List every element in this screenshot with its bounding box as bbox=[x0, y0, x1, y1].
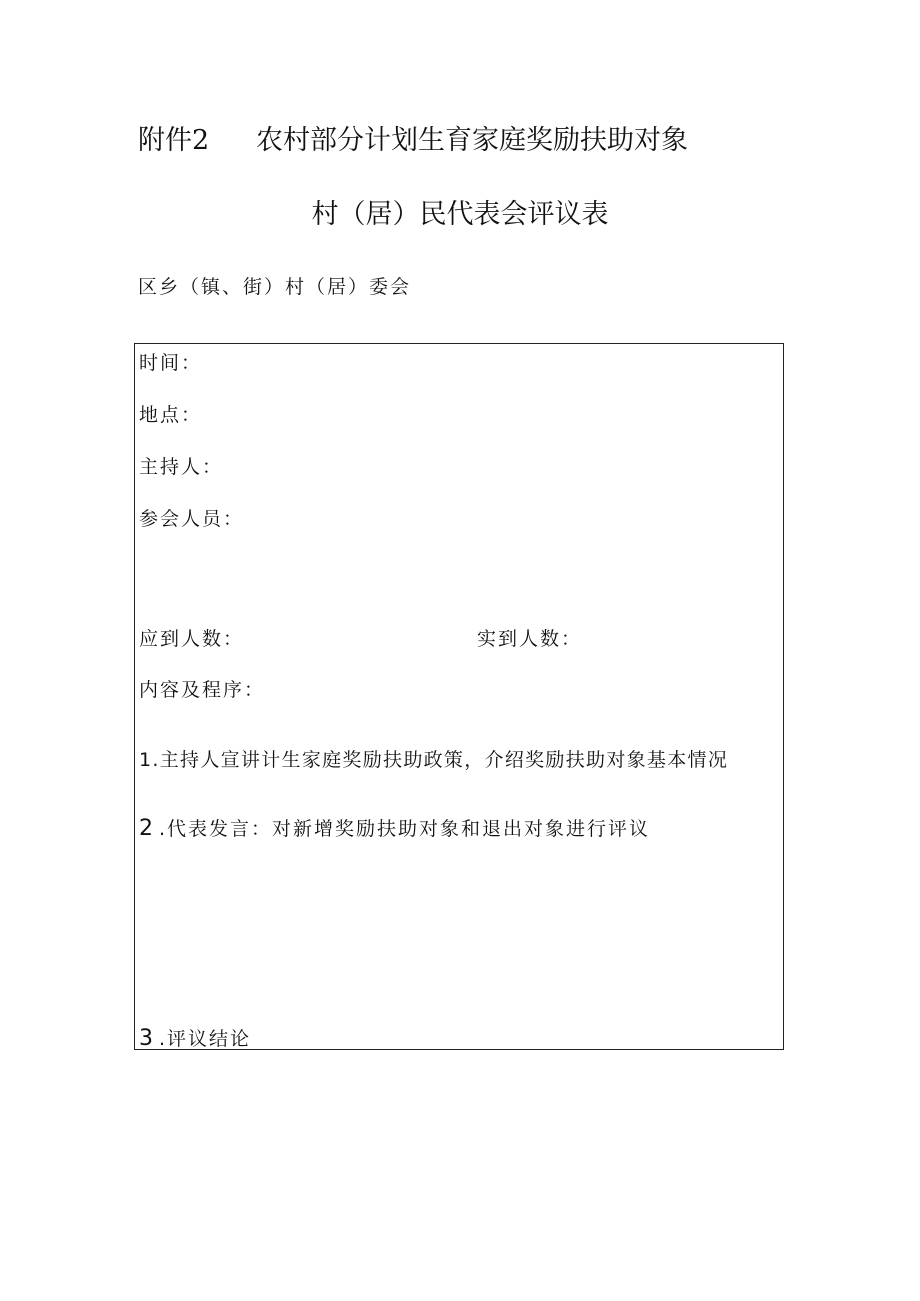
item-2-number: 2 bbox=[139, 816, 153, 841]
content-procedure-label: 内容及程序： bbox=[139, 679, 266, 701]
document-title-line-1 bbox=[138, 118, 688, 157]
attachment-label: 附件2 bbox=[138, 125, 210, 156]
procedure-item-2 bbox=[139, 814, 650, 841]
time-label: 时间： bbox=[139, 352, 203, 374]
document-title-line-2: 村（居）民代表会评议表 bbox=[311, 199, 609, 230]
title-main-text: 农村部分计划生育家庭奖励扶助对象 bbox=[256, 125, 688, 156]
expected-count-label: 应到人数： bbox=[139, 628, 245, 650]
actual-count-label: 实到人数： bbox=[477, 628, 583, 650]
attendees-label: 参会人员： bbox=[139, 508, 245, 530]
procedure-item-1: 1.主持人宣讲计生家庭奖励扶助政策，介绍奖励扶助对象基本情况 bbox=[139, 749, 729, 771]
procedure-item-3 bbox=[139, 1024, 251, 1051]
item-3-number: 3 bbox=[139, 1026, 153, 1051]
area-line: 区乡（镇、街）村（居）委会 bbox=[138, 276, 412, 298]
item-3-text: .评议结论 bbox=[159, 1028, 252, 1050]
item-2-text: .代表发言：对新增奖励扶助对象和退出对象进行评议 bbox=[159, 818, 651, 840]
host-label: 主持人： bbox=[139, 456, 224, 478]
review-form-box bbox=[134, 343, 784, 1050]
place-label: 地点： bbox=[139, 404, 203, 426]
